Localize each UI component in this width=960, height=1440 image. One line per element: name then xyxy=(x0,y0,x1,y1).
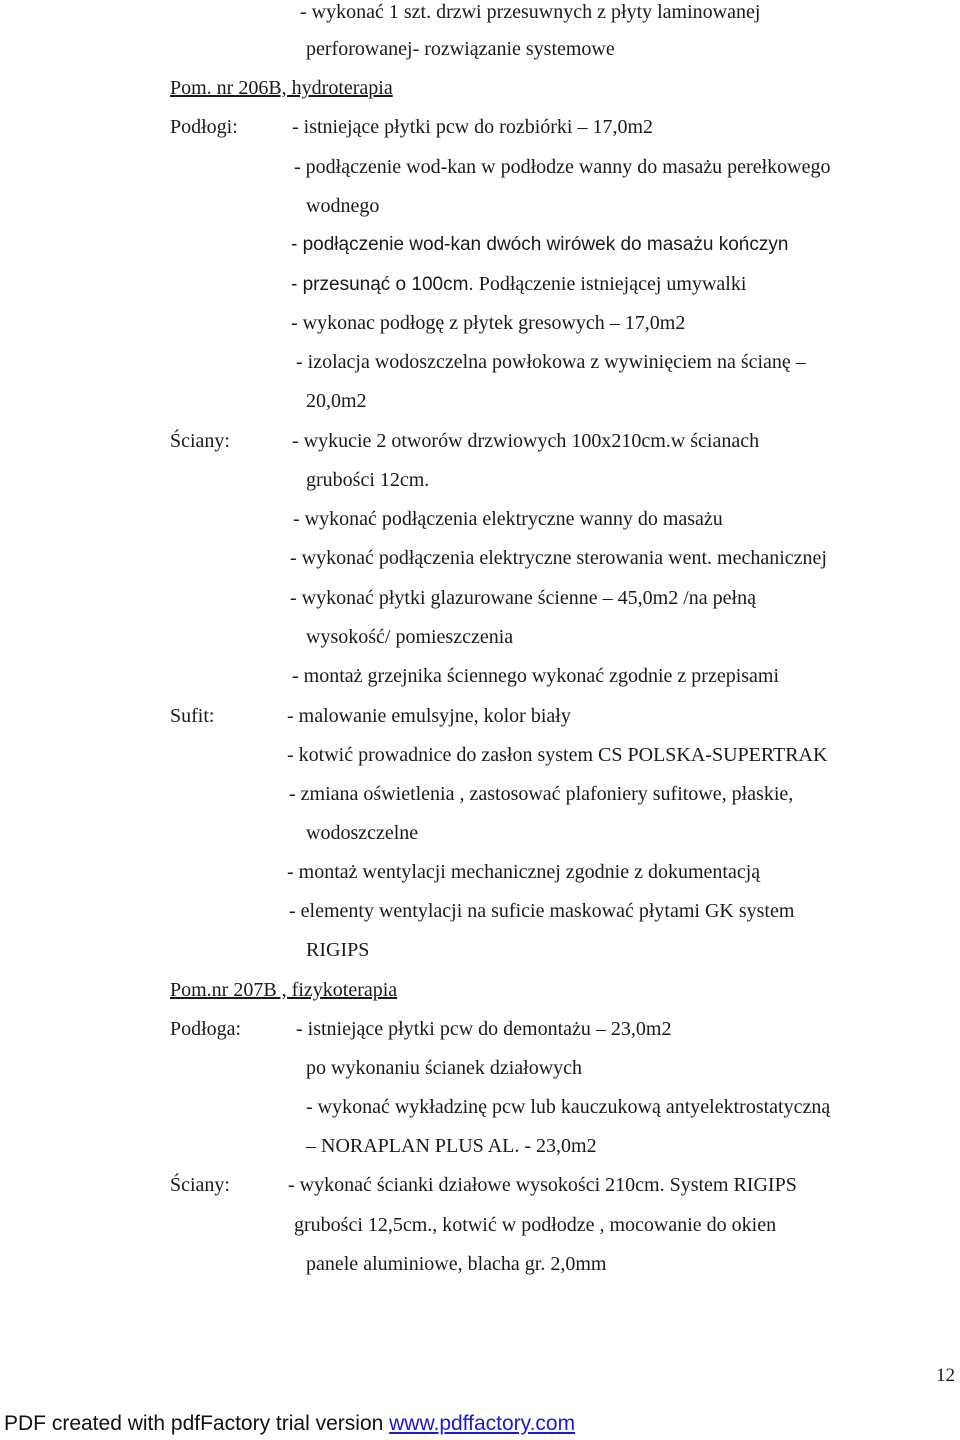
footer-text: PDF created with pdfFactory trial version xyxy=(4,1412,390,1435)
text-line: - izolacja wodoszczelna powłokowa z wywinięciem na ścianę – xyxy=(296,351,806,373)
text-line: - podłączenie wod-kan w podłodze wanny do masażu perełkowego xyxy=(294,156,831,178)
text-line: - istniejące płytki pcw do demontażu – 23,0m2 xyxy=(296,1018,672,1040)
text-line: - zmiana oświetlenia , zastosować plafoniery sufitowe, płaskie, xyxy=(289,783,794,805)
section-label-walls: Ściany: xyxy=(170,430,230,452)
text-line: - istniejące płytki pcw do rozbiórki – 17,0m2 xyxy=(292,116,654,138)
text-line xyxy=(291,272,746,297)
text-line: - elementy wentylacji na suficie maskować płytami GK system xyxy=(289,900,795,922)
text-line: perforowanej- rozwiązanie systemowe xyxy=(306,38,615,60)
text-line: - wykonać płytki glazurowane ścienne – 45,0m2 /na pełną xyxy=(290,587,756,609)
text-line: panele aluminiowe, blacha gr. 2,0mm xyxy=(306,1253,607,1275)
text-line-part: Podłączenie istniejącej umywalki xyxy=(473,273,747,295)
text-line: - wykucie 2 otworów drzwiowych 100x210cm.w ścianach xyxy=(292,430,760,452)
text-line: - kotwić prowadnice do zasłon system CS POLSKA-SUPERTRAK xyxy=(287,744,828,766)
text-line: - wykonać wykładzinę pcw lub kauczukową antyelektrostatyczną xyxy=(306,1096,831,1118)
text-line: grubości 12,5cm., kotwić w podłodze , mocowanie do okien xyxy=(294,1214,777,1236)
text-line: wodnego xyxy=(306,195,380,217)
text-line: wodoszczelne xyxy=(306,822,419,844)
text-line: RIGIPS xyxy=(306,939,370,961)
text-line: - wykonac podłogę z płytek gresowych – 17,0m2 xyxy=(291,312,686,334)
text-line: - wykonać ścianki działowe wysokości 210cm. System RIGIPS xyxy=(288,1174,797,1196)
text-line: 20,0m2 xyxy=(306,390,367,412)
room-heading-206b: Pom. nr 206B, hydroterapia xyxy=(170,77,393,99)
text-line: - podłączenie wod-kan dwóch wirówek do masażu kończyn xyxy=(291,234,789,255)
text-line: grubości 12cm. xyxy=(306,469,430,491)
text-line: wysokość/ pomieszczenia xyxy=(306,626,514,648)
text-line: - wykonać podłączenia elektryczne sterowania went. mechanicznej xyxy=(290,547,827,569)
pdf-footer xyxy=(4,1410,575,1438)
section-label-ceiling: Sufit: xyxy=(170,705,215,727)
room-heading-207b: Pom.nr 207B , fizykoterapia xyxy=(170,979,398,1001)
text-line: - montaż grzejnika ściennego wykonać zgodnie z przepisami xyxy=(292,665,780,687)
section-label-walls: Ściany: xyxy=(170,1174,230,1196)
text-line: - wykonać 1 szt. drzwi przesuwnych z płyty laminowanej xyxy=(300,1,761,23)
section-label-floors: Podłogi: xyxy=(170,116,238,138)
footer-link[interactable]: www.pdffactory.com xyxy=(389,1412,576,1435)
text-line: po wykonaniu ścianek działowych xyxy=(306,1057,583,1079)
text-line: - montaż wentylacji mechanicznej zgodnie z dokumentacją xyxy=(287,861,761,883)
text-line: - malowanie emulsyjne, kolor biały xyxy=(287,705,571,727)
text-line: – NORAPLAN PLUS AL. - 23,0m2 xyxy=(306,1135,597,1157)
page-number: 12 xyxy=(936,1365,955,1386)
section-label-floor: Podłoga: xyxy=(170,1018,242,1040)
text-line: - wykonać podłączenia elektryczne wanny do masażu xyxy=(293,508,723,530)
text-line-part: - przesunąć o 100cm. xyxy=(291,274,474,295)
